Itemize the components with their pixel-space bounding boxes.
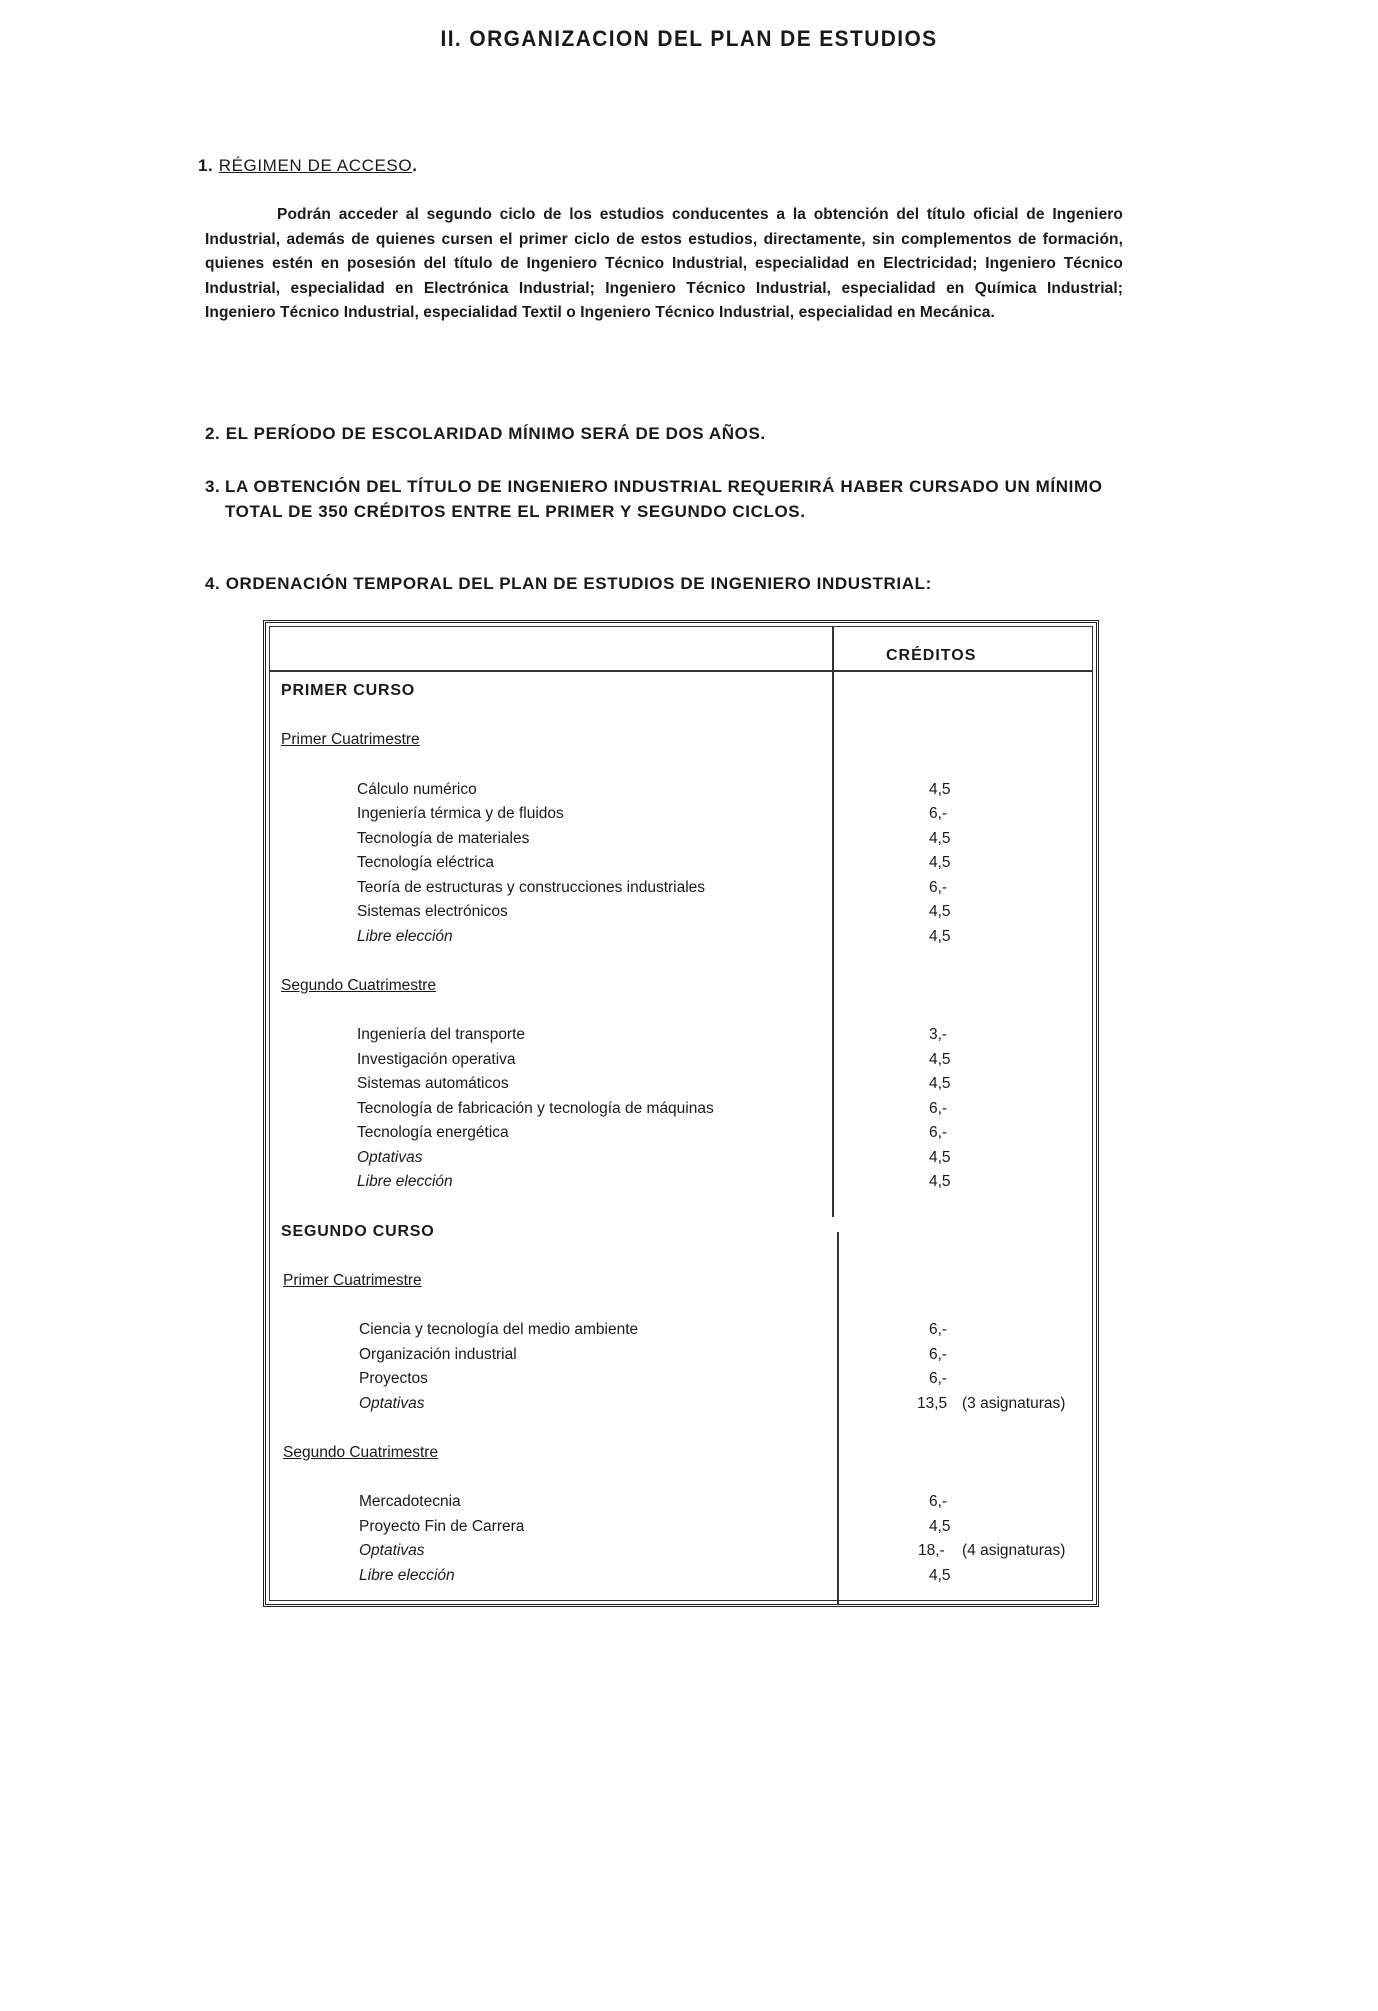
section-2-heading: 2. EL PERÍODO DE ESCOLARIDAD MÍNIMO SERÁ DE DOS AÑOS. (205, 424, 766, 443)
subject-credits: 13,5 (917, 1395, 948, 1412)
section-1-heading (198, 156, 418, 176)
subject-name: Libre elección (357, 1173, 453, 1190)
access-paragraph: Podrán acceder al segundo ciclo de los estudios conducentes a la obtención del título oficial de Ingeniero Industrial, además de quienes cursen el primer ciclo de estos estudios, directamente, sin complementos de formación, quienes estén en posesión del título de Ingeniero Técnico Industrial, especialidad en Electricidad; Ingeniero Técnico Industrial, especialidad en Electrónica Industrial; Ingeniero Técnico Industrial, especialidad en Química Industrial; Ingeniero Técnico Industrial, especialidad Textil o Ingeniero Técnico Industrial, especialidad en Mecánica. (205, 206, 1123, 321)
subject-note: (3 asignaturas) (962, 1395, 1066, 1412)
column-divider-upper (832, 627, 834, 1217)
subject-credits: 4,5 (929, 1051, 951, 1068)
subject-credits: 4,5 (929, 830, 951, 847)
subject-name: Libre elección (357, 928, 453, 945)
course-title: PRIMER CURSO (281, 682, 416, 699)
subject-name: Tecnología eléctrica (357, 854, 494, 871)
header-divider (270, 670, 1092, 672)
subject-credits: 6,- (929, 1370, 948, 1387)
subject-credits: 4,5 (929, 781, 951, 798)
subject-credits: 6,- (929, 1124, 948, 1141)
semester-title: Primer Cuatrimestre (283, 1272, 422, 1289)
subject-credits: 4,5 (929, 854, 951, 871)
subject-credits: 6,- (929, 1346, 948, 1363)
section-3-number: 3. (205, 477, 221, 496)
subject-name: Mercadotecnia (359, 1493, 461, 1510)
subject-credits: 4,5 (929, 1173, 951, 1190)
subject-credits: 4,5 (929, 928, 951, 945)
subject-credits: 6,- (929, 1321, 948, 1338)
subject-name: Tecnología de fabricación y tecnología de máquinas (357, 1100, 714, 1117)
subject-note: (4 asignaturas) (962, 1542, 1066, 1559)
subject-name: Organización industrial (359, 1346, 517, 1363)
subject-credits: 4,5 (929, 1567, 951, 1584)
credits-column-header: CRÉDITOS (886, 647, 977, 664)
subject-name: Ingeniería del transporte (357, 1026, 526, 1043)
section-1-suffix: . (412, 156, 418, 175)
section-1-number: 1. (198, 156, 214, 175)
subject-name: Ingeniería térmica y de fluidos (357, 805, 564, 822)
semester-title: Primer Cuatrimestre (281, 731, 420, 748)
subject-credits: 6,- (929, 805, 948, 822)
subject-name: Ciencia y tecnología del medio ambiente (359, 1321, 639, 1338)
subject-name: Cálculo numérico (357, 781, 477, 798)
section-3-heading (205, 474, 1125, 524)
section-3-text: LA OBTENCIÓN DEL TÍTULO DE INGENIERO INDUSTRIAL REQUERIRÁ HABER CURSADO UN MÍNIMO TOTAL DE 350 CRÉDITOS ENTRE EL PRIMER Y SEGUNDO CICLOS. (225, 477, 1103, 521)
subject-name: Sistemas automáticos (357, 1075, 509, 1092)
section-1-title: RÉGIMEN DE ACCESO (218, 156, 413, 175)
section-4-heading: 4. ORDENACIÓN TEMPORAL DEL PLAN DE ESTUDIOS DE INGENIERO INDUSTRIAL: (205, 574, 932, 593)
column-divider-lower (837, 1232, 839, 1604)
subject-name: Tecnología de materiales (357, 830, 530, 847)
subject-name: Proyectos (359, 1370, 428, 1387)
subject-name: Libre elección (359, 1567, 455, 1584)
document-title: II. ORGANIZACION DEL PLAN DE ESTUDIOS (440, 26, 938, 51)
semester-title: Segundo Cuatrimestre (283, 1444, 439, 1461)
course-title: SEGUNDO CURSO (281, 1223, 435, 1240)
subject-credits: 6,- (929, 1100, 948, 1117)
subject-credits: 6,- (929, 1493, 948, 1510)
subject-credits: 4,5 (929, 903, 951, 920)
subject-credits: 18,- (918, 1542, 945, 1559)
subject-credits: 4,5 (929, 1149, 951, 1166)
subject-name: Optativas (357, 1149, 423, 1166)
subject-name: Teoría de estructuras y construcciones industriales (357, 879, 706, 896)
subject-credits: 3,- (929, 1026, 948, 1043)
semester-title: Segundo Cuatrimestre (281, 977, 437, 994)
subject-name: Sistemas electrónicos (357, 903, 508, 920)
subject-credits: 6,- (929, 879, 948, 896)
subject-name: Optativas (359, 1542, 425, 1559)
subject-name: Tecnología energética (357, 1124, 509, 1141)
subject-credits: 4,5 (929, 1075, 951, 1092)
subject-credits: 4,5 (929, 1518, 951, 1535)
subject-name: Proyecto Fin de Carrera (359, 1518, 525, 1535)
subject-name: Investigación operativa (357, 1051, 516, 1068)
subject-name: Optativas (359, 1395, 425, 1412)
